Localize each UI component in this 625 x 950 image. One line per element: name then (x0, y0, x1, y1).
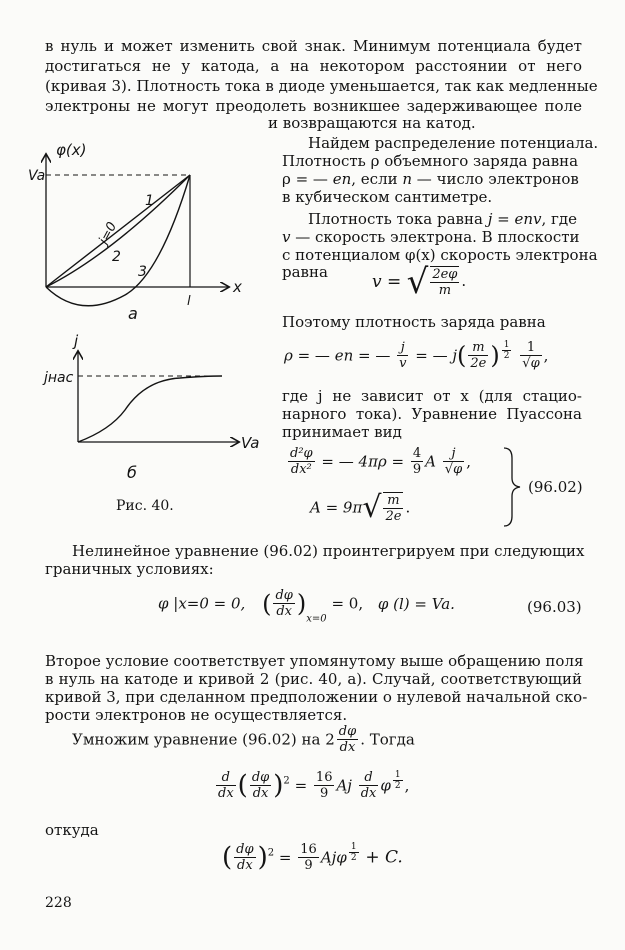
equation-number: (96.02) (528, 478, 583, 496)
equation-poisson: $\frac{\text{d²φ}}{\text{dx²}}$ = — 4πρ = $\frac{4}{9}$ A $\frac{j}{√\varphi}$ , (290, 446, 471, 477)
paragraph-line: достигаться не у катода, а на некотором расстоянии от него (45, 57, 582, 75)
curve-label-3: 3 (138, 264, 147, 280)
axis-label-j: j (74, 332, 79, 350)
curve-1 (46, 175, 190, 287)
paragraph-line: где j не зависит от x (для стацио- (282, 387, 582, 405)
axis-label-va: Va (241, 434, 260, 452)
paragraph-line: Плотность тока равна j = env, где (308, 210, 578, 228)
paragraph-line: Второе условие соответствует упомянутому выше обращению поля (45, 652, 584, 670)
figure-label-a: а (128, 304, 138, 323)
paragraph-line: граничных условиях: (45, 560, 214, 578)
paragraph-line: Нелинейное уравнение (96.02) проинтегрируем при следующих (72, 542, 585, 560)
equation-rho: ρ = — en = — $\frac{j}{v}$ = — j( $\frac{m}{2e}$ ) $\frac{1}{2}$ $\frac{1}{√\varphi}$ , (284, 340, 549, 371)
paragraph-line: v — скорость электрона. В плоскости (282, 228, 580, 246)
axis-label-x: x (233, 278, 242, 296)
equation-first-integral: ( $\frac{d\varphi}{dx}$ )$^2$ = $\frac{16}{9}$ Ajφ $\frac{1}{2}$ + C. (222, 842, 403, 873)
paragraph-multiply: Умножим уравнение (96.02) на 2 $\frac{d\varphi}{dx}$ . Тогда (72, 724, 415, 755)
paragraph-line: нарного тока). Уравнение Пуассона (282, 405, 582, 423)
axis-label-phi: φ(x) (56, 141, 87, 159)
equation-derivative: $\frac{d}{dx}$ ( $\frac{d\varphi}{dx}$ )$^2$ = $\frac{16}{9}$ Aj $\frac{d}{dx}$ φ $\frac{1}{2}$ , (218, 770, 410, 801)
curve-label-1: 1 (145, 193, 154, 209)
paragraph-line: ρ = — en, если n — число электронов (282, 170, 579, 188)
paragraph-line: в кубическом сантиметре. (282, 188, 493, 206)
paragraph-line: рости электронов не осуществляется. (45, 706, 348, 724)
paragraph-line: откуда (45, 821, 99, 839)
equation-boundary-conditions: φ |x=0 = 0, ( $\frac{d\varphi}{dx}$ )$_{x=0} = 0$, φ (l) = Va. (158, 588, 455, 625)
equation-velocity: v = √ $\frac{2e\varphi}{m}$ . (372, 262, 467, 302)
paragraph-line: электроны не могут преодолеть возникшее задерживающее поле (45, 97, 582, 115)
curve-label-2: 2 (112, 249, 121, 265)
page-number: 228 (45, 895, 72, 911)
paragraph-line: Плотность ρ объемного заряда равна (282, 152, 579, 170)
paragraph-line: в нуль на катоде и кривой 2 (рис. 40, а). Случай, соответствующий (45, 670, 582, 688)
curve-label-j0: j=0 (96, 219, 121, 247)
paragraph-line: и возвращаются на катод. (268, 114, 476, 132)
figure-label-b: б (127, 463, 137, 482)
saturation-curve (78, 376, 222, 442)
figure-40b (40, 330, 265, 490)
paragraph-line: принимает вид (282, 423, 402, 441)
label-va: Va (28, 168, 46, 184)
brace (500, 446, 524, 528)
paragraph-line: в нуль и может изменить свой знак. Минимум потенциала будет (45, 37, 582, 55)
paragraph-line: кривой 3, при сделанном предположении о нулевой начальной ско- (45, 688, 588, 706)
figure-caption: Рис. 40. (116, 498, 174, 514)
label-jnas: jнас (44, 370, 74, 386)
paragraph-line: с потенциалом φ(x) скорость электрона (282, 246, 598, 264)
paragraph-line: Найдем распределение потенциала. (308, 134, 599, 152)
paragraph-line: (кривая 3). Плотность тока в диоде уменьшается, так как медленные (45, 77, 598, 95)
paragraph-line: Поэтому плотность заряда равна (282, 313, 546, 331)
equation-number: (96.03) (527, 598, 582, 616)
label-l: l (187, 294, 191, 309)
equation-A: A = 9π√ $\frac{m}{2e}$ . (310, 490, 411, 525)
figure-40a (28, 135, 255, 325)
paragraph-line: равна (282, 263, 328, 281)
